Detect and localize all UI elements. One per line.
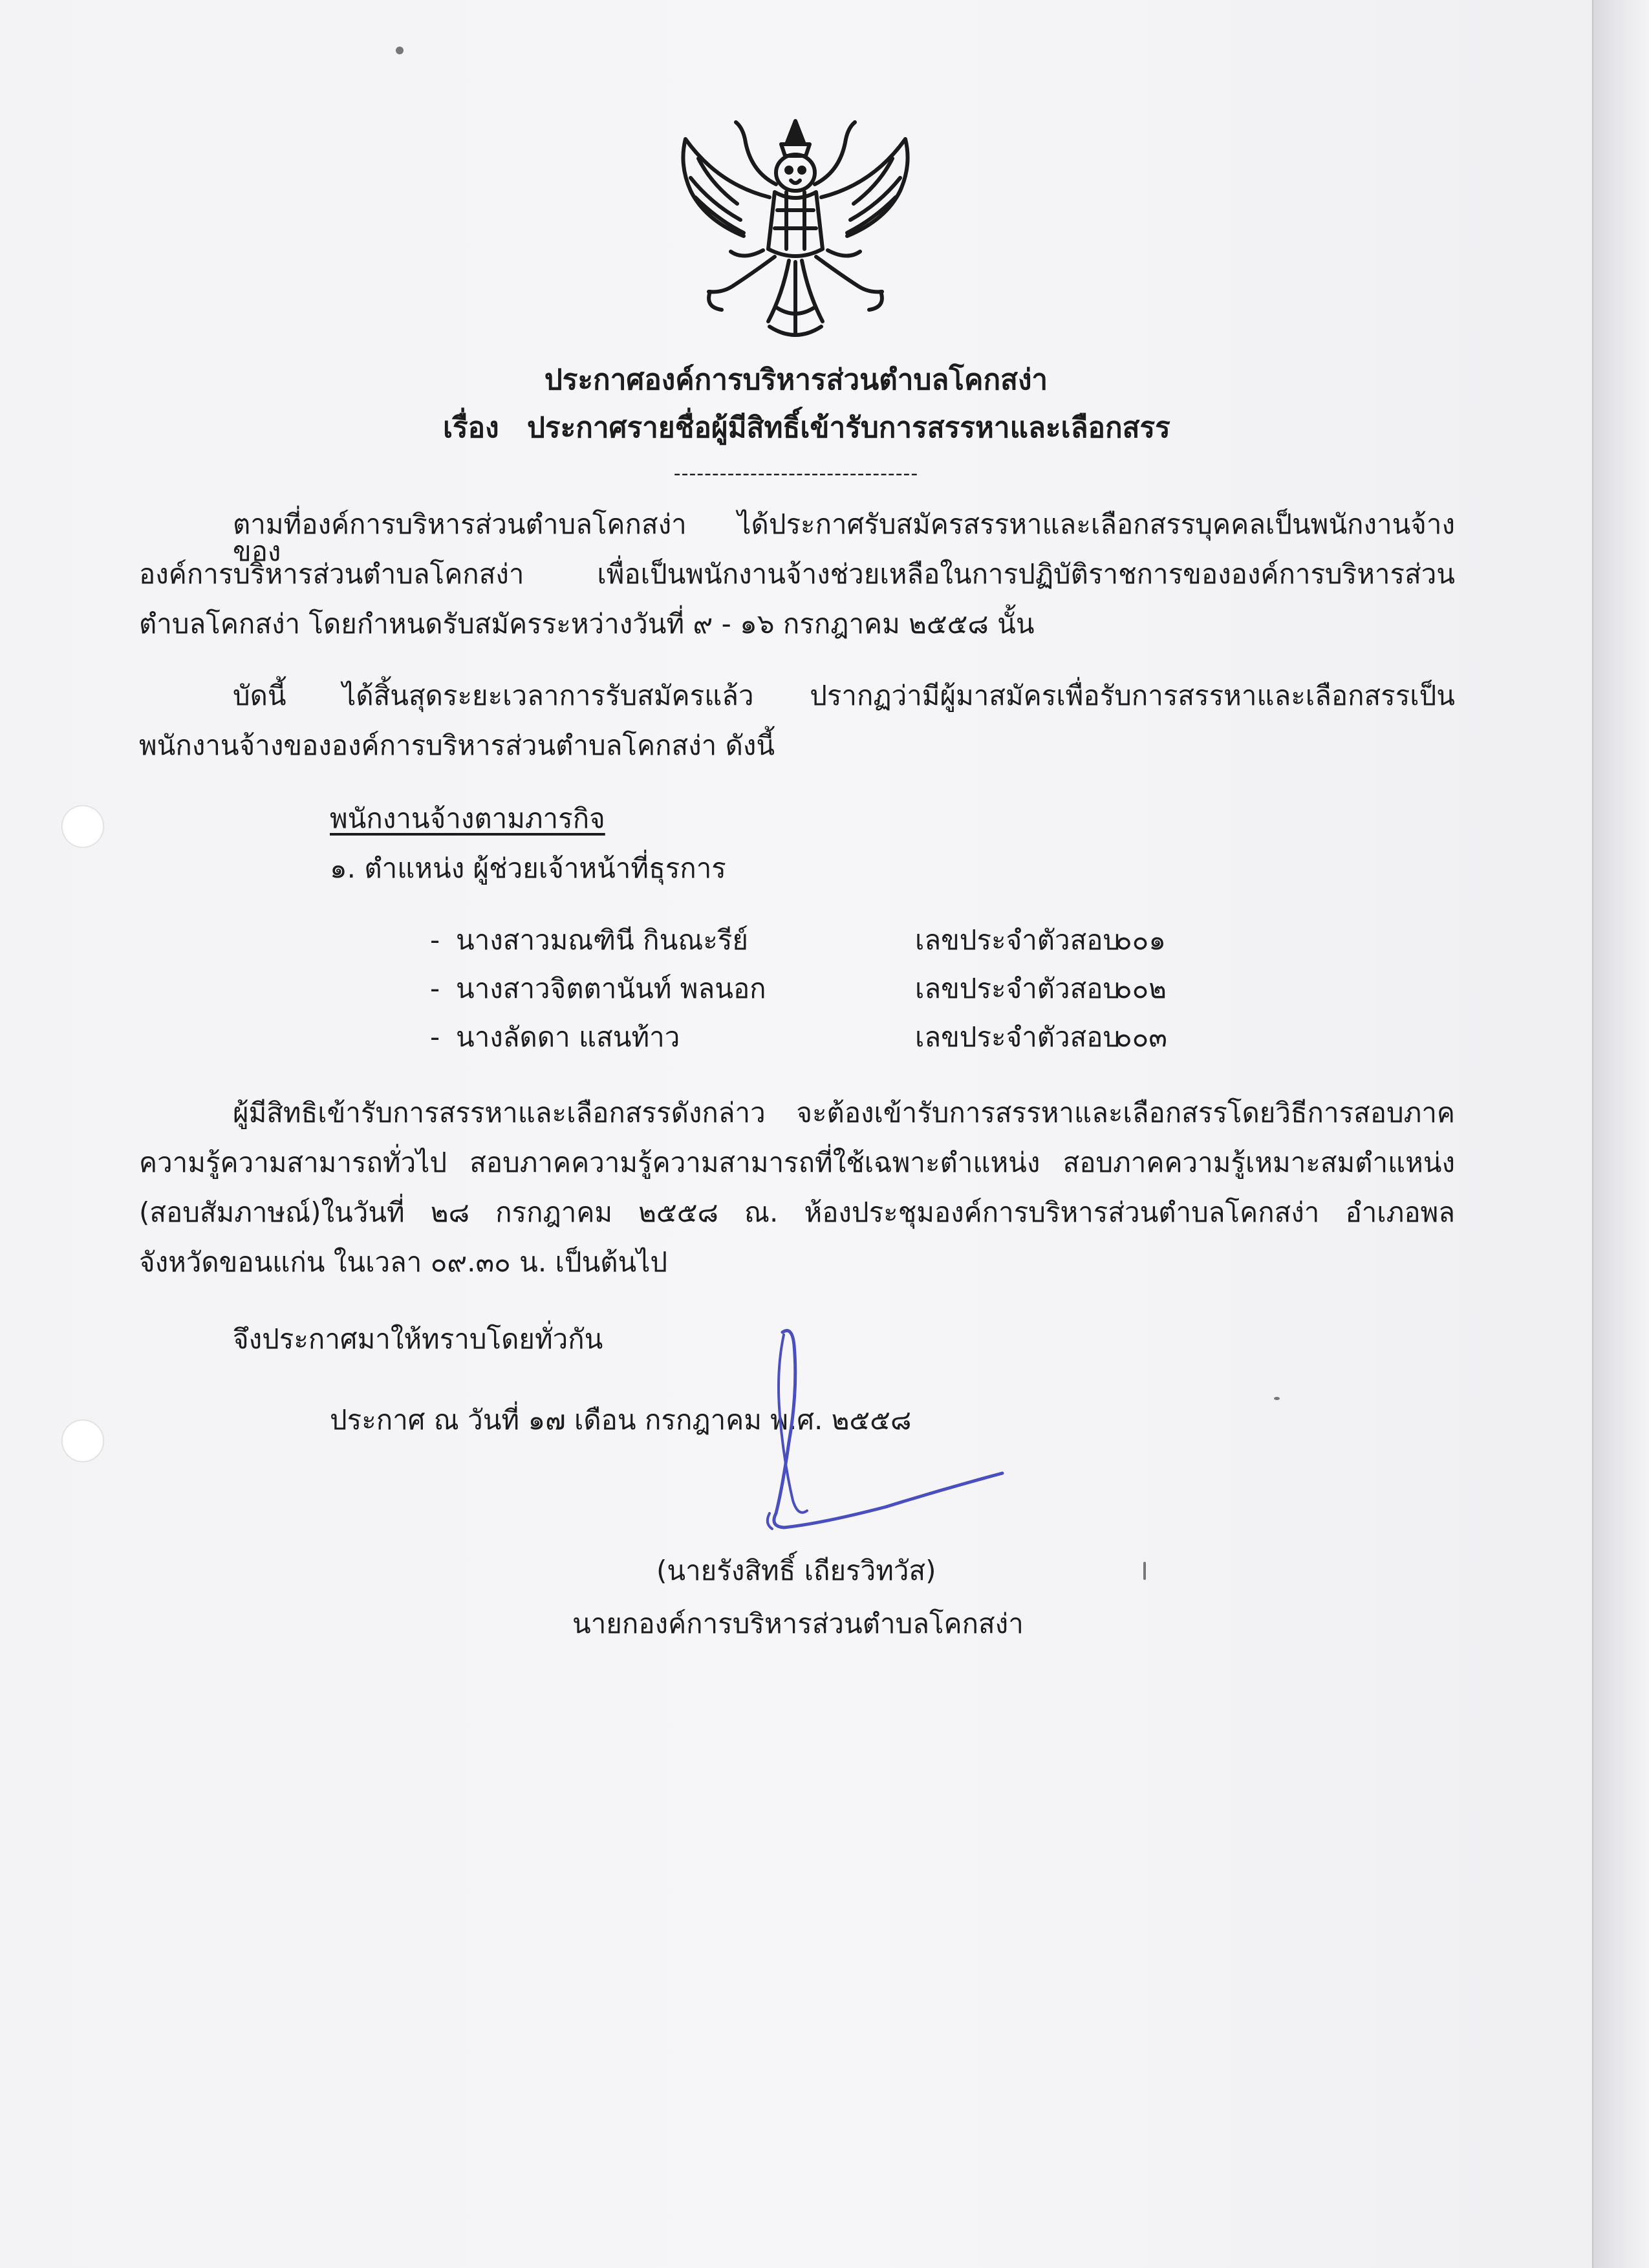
- candidate-exam-label: เลขประจำตัวสอบ: [915, 924, 1121, 956]
- subject-label: เรื่อง: [443, 411, 499, 444]
- candidate-bullet: -: [430, 924, 440, 956]
- signatory-title: นายกองค์การบริหารส่วนตำบลโคกสง่า: [572, 1608, 1024, 1639]
- closing-line: จึงประกาศมาให้ทราบโดยทั่วกัน: [233, 1323, 603, 1355]
- paragraph-1-line-1: ตามที่องค์การบริหารส่วนตำบลโคกสง่า ได้ประกาศรับสมัครสรรหาและเลือกสรรบุคคลเป็นพนักงานจ้างของ: [233, 508, 1455, 567]
- signatory-name: (นายรังสิทธิ์ เถียรวิทวัส): [656, 1555, 936, 1586]
- subject-text: ประกาศรายชื่อผู้มีสิทธิ์เข้ารับการสรรหาและเลือกสรร: [527, 411, 1170, 444]
- paragraph-3-line-3: (สอบสัมภาษณ์)ในวันที่ ๒๘ กรกฎาคม ๒๕๕๘ ณ. ห้องประชุมองค์การบริหารส่วนตำบลโคกสง่า อำเภอพล: [139, 1196, 1455, 1228]
- candidate-exam-label: เลขประจำตัวสอบ: [915, 1021, 1121, 1053]
- paper-speck: [396, 47, 404, 54]
- paragraph-3-line-1: ผู้มีสิทธิเข้ารับการสรรหาและเลือกสรรดังกล่าว จะต้องเข้ารับการสรรหาและเลือกสรรโดยวิธีการสอบภาค: [233, 1097, 1455, 1129]
- date-line: ประกาศ ณ วันที่ ๑๗ เดือน กรกฎาคม พ.ศ. ๒๕๕๘: [330, 1404, 912, 1436]
- paragraph-1-line-2: องค์การบริหารส่วนตำบลโคกสง่า เพื่อเป็นพนักงานจ้างช่วยเหลือในการปฏิบัติราชการขององค์การบริหารส่วน: [139, 558, 1455, 590]
- candidate-exam-label: เลขประจำตัวสอบ: [915, 973, 1121, 1004]
- position-line: ๑. ตำแหน่ง ผู้ช่วยเจ้าหน้าที่ธุรการ: [330, 852, 726, 884]
- garuda-emblem-icon: [660, 113, 931, 352]
- announcement-title: ประกาศองค์การบริหารส่วนตำบลโคกสง่า: [544, 363, 1048, 396]
- section-heading: พนักงานจ้างตามภารกิจ: [330, 803, 605, 834]
- signature-mark: [731, 1319, 1028, 1546]
- paragraph-2-line-2: พนักงานจ้างขององค์การบริหารส่วนตำบลโคกสง่า ดังนี้: [139, 729, 775, 761]
- paragraph-3-line-4: จังหวัดขอนแก่น ในเวลา ๐๙.๓๐ น. เป็นต้นไป: [139, 1246, 668, 1278]
- candidate-exam-number: ๐๐๑: [1116, 924, 1166, 956]
- punch-hole-bottom: [61, 1420, 104, 1462]
- paragraph-1-line-3: ตำบลโคกสง่า โดยกำหนดรับสมัครระหว่างวันที่ ๙ - ๑๖ กรกฎาคม ๒๕๕๘ นั้น: [139, 608, 1035, 640]
- paper-speck: [1274, 1397, 1280, 1400]
- candidate-bullet: -: [430, 973, 440, 1004]
- page-edge: [1592, 0, 1649, 2268]
- header-divider: --------------------------------: [673, 462, 919, 485]
- paper-speck: [1143, 1562, 1146, 1580]
- candidate-bullet: -: [430, 1021, 440, 1053]
- candidate-name: นางลัดดา แสนท้าว: [456, 1021, 680, 1053]
- paragraph-2-line-1: บัดนี้ ได้สิ้นสุดระยะเวลาการรับสมัครแล้ว ปรากฏว่ามีผู้มาสมัครเพื่อรับการสรรหาและเลือกสรรเป็น: [233, 680, 1455, 711]
- candidate-name: นางสาวจิตตานันท์ พลนอก: [456, 973, 766, 1004]
- candidate-exam-number: ๐๐๒: [1116, 973, 1167, 1004]
- candidate-exam-number: ๐๐๓: [1116, 1021, 1167, 1053]
- paragraph-3-line-2: ความรู้ความสามารถทั่วไป สอบภาคความรู้ความสามารถที่ใช้เฉพาะตำแหน่ง สอบภาคความรู้เหมาะสมตำแหน่ง: [139, 1147, 1455, 1178]
- punch-hole-top: [61, 805, 104, 848]
- candidate-name: นางสาวมณฑินี กินณะรีย์: [456, 924, 749, 956]
